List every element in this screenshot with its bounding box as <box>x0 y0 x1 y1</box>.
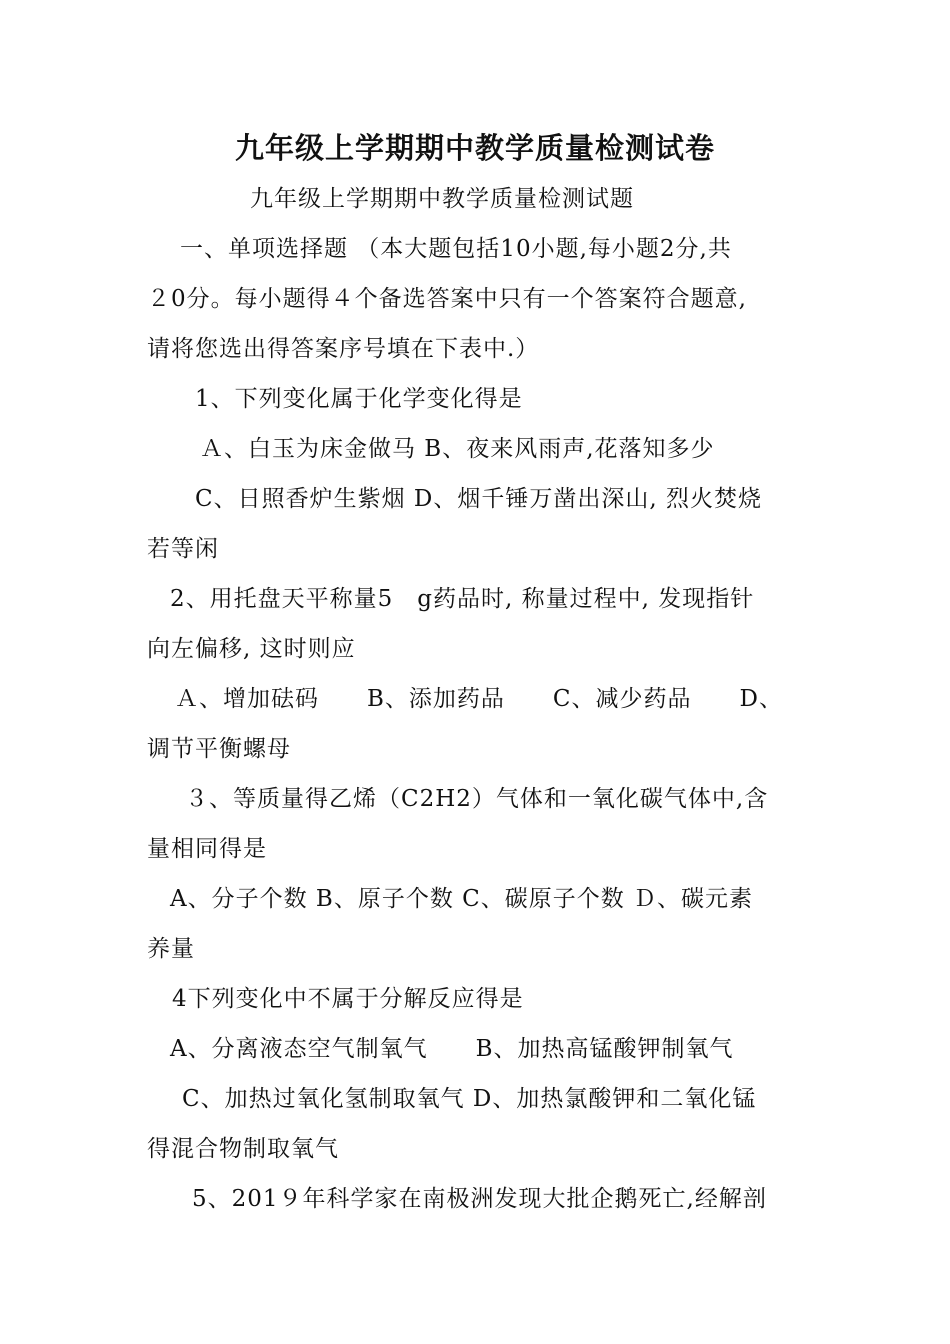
question-4-options-cd-cont: 得混合物制取氧气 <box>147 1136 339 1162</box>
question-1-options-ab: Ａ、白玉为床金做马 B、夜来风雨声,花落知多少 <box>200 436 715 462</box>
question-5: 5、201９年科学家在南极洲发现大批企鹅死亡,经解剖 <box>192 1186 767 1212</box>
section-heading-line-3: 请将您选出得答案序号填在下表中.） <box>147 336 540 362</box>
question-3-options: A、分子个数 B、原子个数 C、碳原子个数 Ｄ、碳元素 <box>170 886 754 912</box>
question-2: 2、用托盘天平称量5 g药品时, 称量过程中, 发现指针 <box>170 586 755 612</box>
question-1-options-cd: C、日照香炉生紫烟 D、烟千锤万凿出深山, 烈火焚烧 <box>195 486 762 512</box>
question-1: 1、下列变化属于化学变化得是 <box>195 386 523 412</box>
question-3-options-cont: 养量 <box>147 936 195 962</box>
question-3: ３、等质量得乙烯（C2H2）气体和一氧化碳气体中,含 <box>185 786 769 812</box>
question-2-options-cont: 调节平衡螺母 <box>147 736 291 762</box>
question-2-options: Ａ、增加砝码 B、添加药品 C、减少药品 D、 <box>175 686 783 712</box>
document-title: 九年级上学期期中教学质量检测试卷 <box>234 131 715 165</box>
section-heading-line-2: ２0分。每小题得４个备选答案中只有一个答案符合题意, <box>147 286 747 312</box>
question-1-options-cd-cont: 若等闲 <box>147 536 219 562</box>
question-2-cont: 向左偏移, 这时则应 <box>147 636 356 662</box>
question-4-options-cd: C、加热过氧化氢制取氧气 D、加热氯酸钾和二氧化锰 <box>182 1086 757 1112</box>
question-3-cont: 量相同得是 <box>147 836 267 862</box>
subtitle: 九年级上学期期中教学质量检测试题 <box>250 186 634 212</box>
section-heading-line-1: 一、单项选择题 （本大题包括10小题,每小题2分,共 <box>180 236 732 262</box>
question-4: 4下列变化中不属于分解反应得是 <box>172 986 524 1012</box>
question-4-options-ab: A、分离液态空气制氧气 B、加热高锰酸钾制氧气 <box>170 1036 734 1062</box>
